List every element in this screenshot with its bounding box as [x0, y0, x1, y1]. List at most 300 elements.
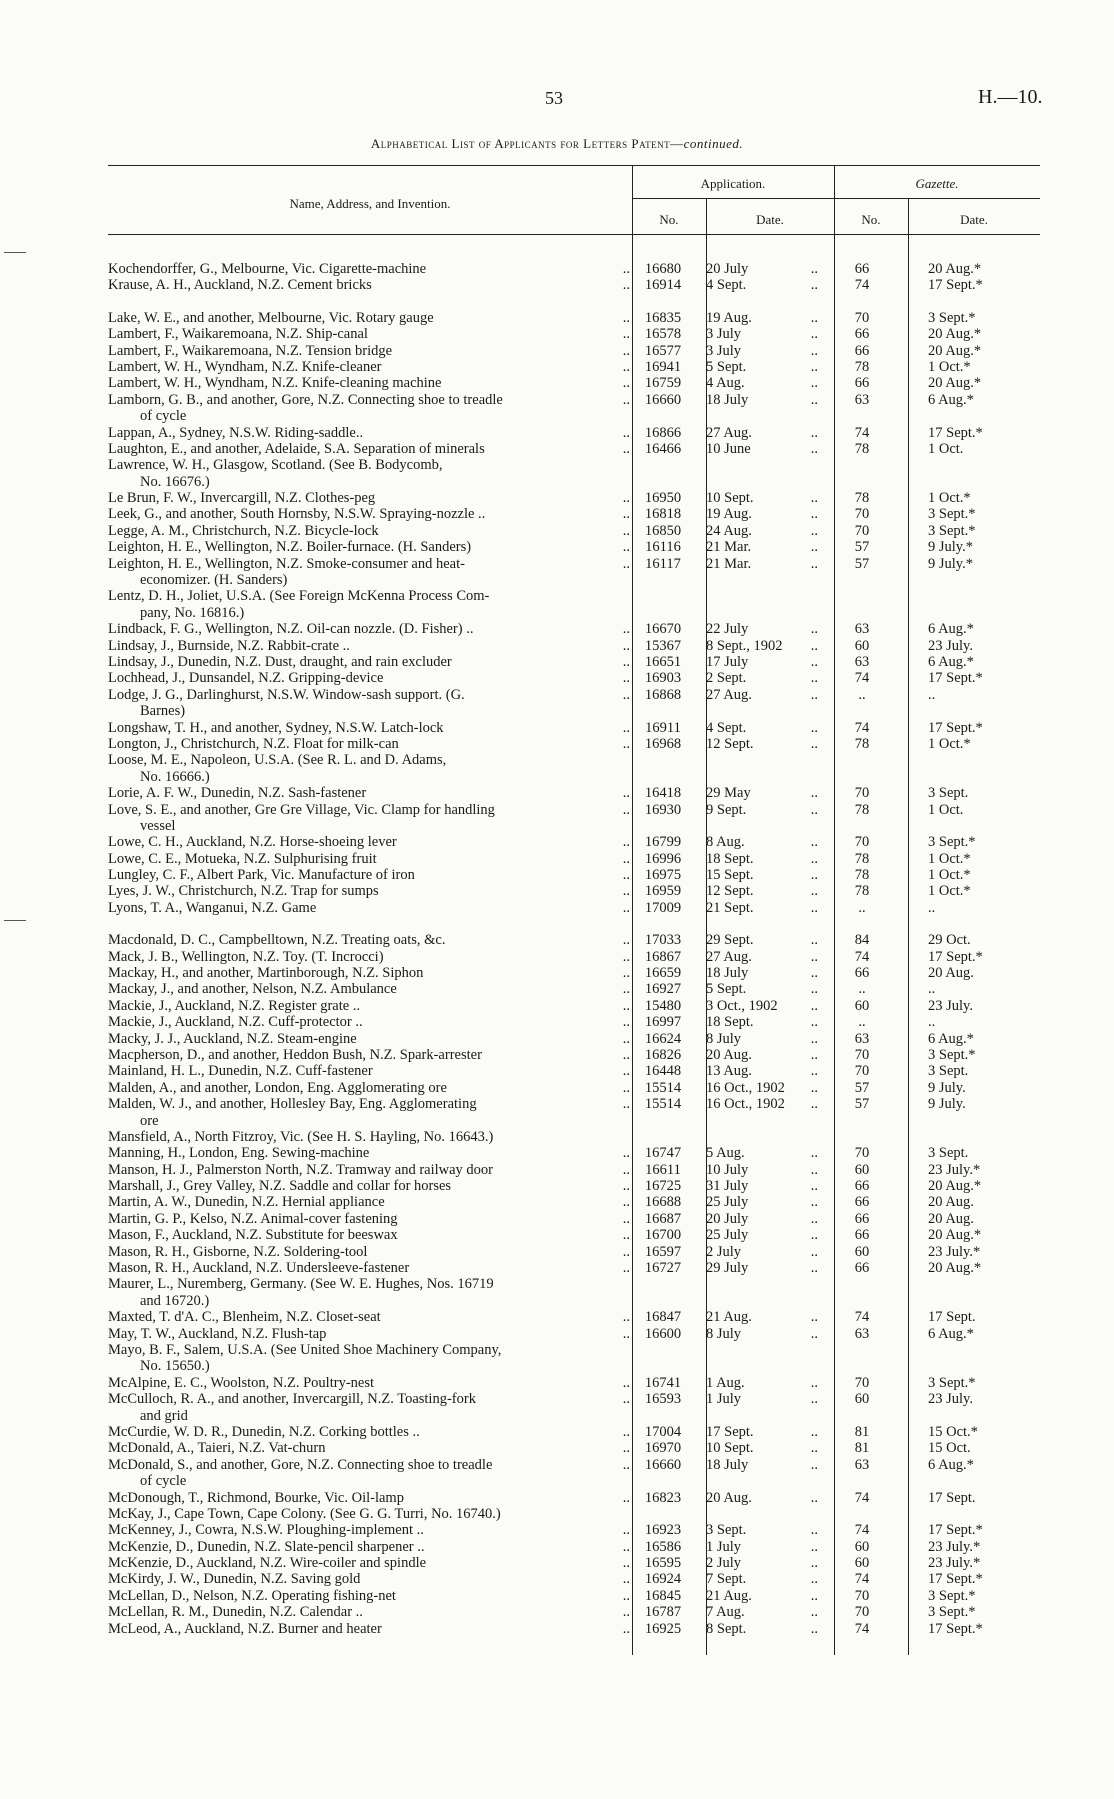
application-number: 16847 [644, 1309, 682, 1326]
gazette-date: 20 Aug. [928, 1194, 974, 1211]
leader-dots: .. [622, 1538, 630, 1555]
leader-dots: .. [810, 1079, 818, 1096]
application-date: 8 Sept., 1902 [706, 637, 783, 654]
applicant-entry: Maurer, L., Nuremberg, Germany. (See W. E. Hughes, Nos. 16719 [108, 1276, 494, 1293]
leader-dots: .. [622, 1309, 630, 1326]
gazette-number: 70 [854, 1063, 870, 1080]
leader-dots: .. [622, 850, 630, 867]
table-row [108, 621, 1040, 637]
applicant-entry: and grid [140, 1407, 188, 1424]
applicant-entry: McLellan, D., Nelson, N.Z. Operating fishing-net [108, 1587, 396, 1604]
table-row [108, 1162, 1040, 1178]
leader-dots: .. [810, 391, 818, 408]
applicant-entry: Lentz, D. H., Joliet, U.S.A. (See Foreign McKenna Process Com- [108, 588, 490, 605]
application-date: 13 Aug. [706, 1063, 752, 1080]
table-row [108, 310, 1040, 326]
entry-continuation [108, 1293, 1040, 1309]
application-date: 1 July [706, 1391, 742, 1408]
gazette-date: 3 Sept.* [928, 1604, 976, 1621]
application-date: 12 Sept. [706, 883, 754, 900]
gazette-date: 17 Sept.* [928, 670, 983, 687]
application-date: 17 July [706, 653, 749, 670]
applicant-entry: McLellan, R. M., Dunedin, N.Z. Calendar .. [108, 1604, 363, 1621]
gazette-date: 1 Oct.* [928, 490, 971, 507]
gazette-date: 3 Sept.* [928, 834, 976, 851]
application-date: 20 Aug. [706, 1489, 752, 1506]
applicant-entry: Lowe, C. E., Motueka, N.Z. Sulphurising fruit [108, 850, 377, 867]
application-date: 1 July [706, 1538, 742, 1555]
entry-continuation [108, 1408, 1040, 1424]
leader-dots: .. [810, 785, 818, 802]
application-number: 16593 [644, 1391, 682, 1408]
table-row [108, 720, 1040, 736]
table-row [108, 752, 1040, 768]
leader-dots: .. [810, 883, 818, 900]
page-title [0, 136, 1114, 152]
gazette-date: 15 Oct. [928, 1440, 971, 1457]
leader-dots: .. [810, 735, 818, 752]
application-date: 18 Sept. [706, 850, 754, 867]
gazette-date: 17 Sept.* [928, 277, 983, 294]
table-row [108, 261, 1040, 277]
table-row [108, 867, 1040, 883]
entry-continuation [108, 1113, 1040, 1129]
application-number: 16975 [644, 867, 682, 884]
leader-dots: .. [810, 1309, 818, 1326]
application-date: 29 May [706, 785, 751, 802]
leader-dots: .. [810, 1063, 818, 1080]
leader-dots: .. [622, 686, 630, 703]
gazette-number: 74 [854, 424, 870, 441]
gazette-date: 3 Sept. [928, 1063, 969, 1080]
applicant-entry: Legge, A. M., Christchurch, N.Z. Bicycle-lock [108, 522, 379, 539]
application-number: 16670 [644, 621, 682, 638]
leader-dots: .. [810, 1145, 818, 1162]
leader-dots: .. [810, 1161, 818, 1178]
application-date: 27 Aug. [706, 686, 752, 703]
application-date: 21 Sept. [706, 899, 754, 916]
applicant-entry: Lindsay, J., Burnside, N.Z. Rabbit-crate .. [108, 637, 350, 654]
application-number: 16448 [644, 1063, 682, 1080]
gazette-number: 63 [854, 1456, 870, 1473]
margin-mark [4, 920, 26, 921]
application-date: 29 July [706, 1260, 749, 1277]
applicant-entry: Lorie, A. F. W., Dunedin, N.Z. Sash-fastener [108, 785, 367, 802]
application-number: 16117 [645, 555, 681, 572]
gazette-date: 3 Sept.* [928, 522, 976, 539]
application-date: 21 Mar. [706, 539, 752, 556]
gazette-date: 1 Oct.* [928, 883, 971, 900]
leader-dots: .. [622, 555, 630, 572]
table-row [108, 1080, 1040, 1096]
leader-dots: .. [622, 1161, 630, 1178]
application-number: 16688 [644, 1194, 682, 1211]
leader-dots: .. [622, 522, 630, 539]
leader-dots: .. [810, 424, 818, 441]
leader-dots: .. [622, 785, 630, 802]
application-number: 16725 [644, 1178, 682, 1195]
gazette-date: 20 Aug.* [928, 375, 982, 392]
leader-dots: .. [810, 1178, 818, 1195]
application-date: 5 Aug. [706, 1145, 745, 1162]
applicant-entry: Longshaw, T. H., and another, Sydney, N.S.W. Latch-lock [108, 719, 444, 736]
header-mid-rule [632, 198, 1040, 199]
table-row [108, 785, 1040, 801]
application-number: 16597 [644, 1243, 682, 1260]
leader-dots: .. [810, 965, 818, 982]
gazette-date: 9 July.* [928, 539, 973, 556]
leader-dots: .. [622, 1489, 630, 1506]
table-row [108, 851, 1040, 867]
leader-dots: .. [810, 1014, 818, 1031]
leader-dots: .. [622, 1571, 630, 1588]
leader-dots: .. [622, 1227, 630, 1244]
leader-dots: .. [810, 1046, 818, 1063]
applicant-entry: Mayo, B. F., Salem, U.S.A. (See United Shoe Machinery Company, [108, 1342, 502, 1358]
gazette-number: 66 [854, 1178, 870, 1195]
application-number: 16660 [644, 1456, 682, 1473]
table-row [108, 1309, 1040, 1325]
header-top-rule [108, 165, 1040, 166]
table-row [108, 1276, 1040, 1292]
gazette-date: 20 Aug.* [928, 326, 982, 343]
applicant-entry: Martin, A. W., Dunedin, N.Z. Hernial appliance [108, 1194, 385, 1211]
applicant-entry: Malden, A., and another, London, Eng. Agglomerating ore [108, 1079, 447, 1096]
application-number: 16930 [644, 801, 682, 818]
applicant-entry: McKirdy, J. W., Dunedin, N.Z. Saving gold [108, 1571, 361, 1588]
applicant-entry: Mackie, J., Auckland, N.Z. Register grate .. [108, 997, 361, 1014]
application-number: 16911 [645, 719, 681, 736]
gazette-number: 81 [854, 1440, 870, 1457]
leader-dots: .. [810, 801, 818, 818]
entry-continuation [108, 605, 1040, 621]
table-row [108, 1326, 1040, 1342]
application-date: 16 Oct., 1902 [706, 1096, 785, 1113]
gazette-number: 74 [854, 948, 870, 965]
application-number: 16968 [644, 735, 682, 752]
application-number: 16660 [644, 391, 682, 408]
table-row [108, 1440, 1040, 1456]
application-number: 16611 [645, 1161, 681, 1178]
gazette-number: 70 [854, 309, 870, 326]
leader-dots: .. [810, 1260, 818, 1277]
gazette-date: 20 Aug.* [928, 342, 982, 359]
application-number: 16903 [644, 670, 682, 687]
applicant-entry: Mackie, J., Auckland, N.Z. Cuff-protector .. [108, 1014, 363, 1031]
gazette-number: 66 [854, 1210, 870, 1227]
application-date: 29 Sept. [706, 932, 754, 949]
applicant-entry: Lamborn, G. B., and another, Gore, N.Z. Connecting shoe to treadle [108, 391, 503, 408]
gazette-date: 20 Aug. [928, 1210, 974, 1227]
applicant-entry: Lawrence, W. H., Glasgow, Scotland. (See B. Bodycomb, [108, 457, 443, 474]
gazette-date: 17 Sept.* [928, 1620, 983, 1637]
applicant-entry: Le Brun, F. W., Invercargill, N.Z. Clothes-peg [108, 490, 376, 507]
applicant-entry: Mainland, H. L., Dunedin, N.Z. Cuff-fastener [108, 1063, 373, 1080]
gazette-date: 9 July.* [928, 555, 973, 572]
gazette-date: 17 Sept.* [928, 424, 983, 441]
application-number: 16651 [644, 653, 682, 670]
application-number: 16741 [644, 1374, 682, 1391]
leader-dots: .. [810, 719, 818, 736]
leader-dots: .. [622, 1325, 630, 1342]
application-number: 16466 [644, 440, 682, 457]
leader-dots: .. [622, 539, 630, 556]
application-number: 16924 [644, 1571, 682, 1588]
title-suffix: continued. [683, 136, 744, 151]
gazette-date: 15 Oct.* [928, 1423, 978, 1440]
gazette-date: 3 Sept.* [928, 1374, 976, 1391]
application-date: 2 Sept. [706, 670, 747, 687]
gazette-number: 60 [854, 1538, 870, 1555]
applicant-entry: Laughton, E., and another, Adelaide, S.A. Separation of minerals [108, 440, 485, 457]
gazette-date: 23 July.* [928, 1161, 981, 1178]
gazette-number: 70 [854, 506, 870, 523]
leader-dots: .. [622, 997, 630, 1014]
leader-dots: .. [622, 1178, 630, 1195]
gazette-date: 9 July. [928, 1079, 966, 1096]
applicant-entry: McKenzie, D., Dunedin, N.Z. Slate-pencil sharpener .. [108, 1538, 425, 1555]
applicant-entry: McKenney, J., Cowra, N.S.W. Ploughing-implement .. [108, 1522, 424, 1539]
applicant-entry: Lodge, J. G., Darlinghurst, N.S.W. Window-sash support. (G. [108, 686, 465, 703]
applicant-entry: Barnes) [140, 703, 186, 720]
application-number: 16727 [644, 1260, 682, 1277]
leader-dots: .. [622, 981, 630, 998]
gazette-date: 20 Aug.* [928, 1178, 982, 1195]
application-number: 16659 [644, 965, 682, 982]
application-number: 16927 [644, 981, 682, 998]
application-number: 16970 [644, 1440, 682, 1457]
applicant-entry: Marshall, J., Grey Valley, N.Z. Saddle and collar for horses [108, 1178, 452, 1195]
application-date: 27 Aug. [706, 424, 752, 441]
applicant-entry: No. 16666.) [140, 768, 210, 785]
application-number: 16799 [644, 834, 682, 851]
applicant-entry: McDonald, S., and another, Gore, N.Z. Connecting shoe to treadle [108, 1456, 493, 1473]
leader-dots: .. [810, 850, 818, 867]
leader-dots: .. [622, 1096, 630, 1113]
application-number: 16835 [644, 309, 682, 326]
leader-dots: .. [810, 1210, 818, 1227]
applicant-entry: Mason, R. H., Gisborne, N.Z. Soldering-tool [108, 1243, 368, 1260]
application-date: 5 Sept. [706, 981, 747, 998]
applicant-entry: Mackay, J., and another, Nelson, N.Z. Ambulance [108, 981, 397, 998]
leader-dots: .. [810, 440, 818, 457]
application-date: 10 Sept. [706, 490, 754, 507]
application-number: 16818 [644, 506, 682, 523]
applicant-entry: McCurdie, W. D. R., Dunedin, N.Z. Corking bottles .. [108, 1423, 420, 1440]
entry-continuation [108, 818, 1040, 834]
leader-dots: .. [810, 490, 818, 507]
gazette-number: 70 [854, 1587, 870, 1604]
table-row [108, 883, 1040, 899]
applicant-entry: Lyes, J. W., Christchurch, N.Z. Trap for sumps [108, 883, 379, 900]
gazette-date: 23 July. [928, 997, 973, 1014]
leader-dots: .. [810, 867, 818, 884]
table-row [108, 1555, 1040, 1571]
application-number: 16687 [644, 1210, 682, 1227]
table-row [108, 490, 1040, 506]
gazette-number: .. [858, 686, 866, 703]
applicant-entry: Mansfield, A., North Fitzroy, Vic. (See H. S. Hayling, No. 16643.) [108, 1128, 494, 1145]
leader-dots: .. [810, 555, 818, 572]
table-row [108, 1227, 1040, 1243]
gazette-date: 3 Sept.* [928, 309, 976, 326]
leader-dots: .. [622, 1145, 630, 1162]
application-number: 16868 [644, 686, 682, 703]
leader-dots: .. [622, 326, 630, 343]
application-date: 8 July [706, 1030, 742, 1047]
leader-dots: .. [622, 1456, 630, 1473]
entry-continuation [108, 1473, 1040, 1489]
gazette-number: 57 [854, 1096, 870, 1113]
applicant-entry: Mason, R. H., Auckland, N.Z. Undersleeve-fastener [108, 1260, 410, 1277]
leader-dots: .. [622, 735, 630, 752]
table-row [108, 949, 1040, 965]
entry-continuation [108, 1358, 1040, 1374]
table-row [108, 457, 1040, 473]
application-number: 16959 [644, 883, 682, 900]
applicant-entry: Leighton, H. E., Wellington, N.Z. Smoke-consumer and heat- [108, 555, 465, 572]
leader-dots: .. [810, 342, 818, 359]
gazette-number: 78 [854, 850, 870, 867]
gazette-number: 74 [854, 1522, 870, 1539]
applicant-entry: Lochhead, J., Dunsandel, N.Z. Gripping-device [108, 670, 384, 687]
leader-dots: .. [622, 1194, 630, 1211]
applicant-entry: Macky, J. J., Auckland, N.Z. Steam-engine [108, 1030, 357, 1047]
applicant-entry: Kochendorffer, G., Melbourne, Vic. Cigarette-machine [108, 261, 427, 277]
section-gap [108, 294, 1040, 310]
gazette-number: 81 [854, 1423, 870, 1440]
leader-dots: .. [810, 899, 818, 916]
entry-continuation [108, 408, 1040, 424]
leader-dots: .. [622, 1030, 630, 1047]
application-date: 10 Sept. [706, 1440, 754, 1457]
application-number: 16586 [644, 1538, 682, 1555]
table-row [108, 523, 1040, 539]
table-row [108, 834, 1040, 850]
gazette-number: 66 [854, 326, 870, 343]
leader-dots: .. [810, 981, 818, 998]
application-date: 18 July [706, 1456, 749, 1473]
table-row [108, 687, 1040, 703]
gazette-date: .. [928, 686, 936, 703]
applicant-entry: Lambert, F., Waikaremoana, N.Z. Tension bridge [108, 342, 393, 359]
table-row [108, 900, 1040, 916]
applicant-entry: Manning, H., London, Eng. Sewing-machine [108, 1145, 370, 1162]
leader-dots: .. [622, 932, 630, 949]
gazette-date: 6 Aug.* [928, 1456, 974, 1473]
applicant-entry: Lindback, F. G., Wellington, N.Z. Oil-can nozzle. (D. Fisher) .. [108, 621, 474, 638]
table-row [108, 981, 1040, 997]
gazette-date: 17 Sept.* [928, 719, 983, 736]
header-gaz-date: Date. [960, 212, 988, 227]
application-number: 16418 [644, 785, 682, 802]
leader-dots: .. [622, 834, 630, 851]
table-row [108, 670, 1040, 686]
leader-dots: .. [810, 948, 818, 965]
gazette-number: 63 [854, 653, 870, 670]
application-number: 15514 [644, 1096, 682, 1113]
table-row [108, 1047, 1040, 1063]
leader-dots: .. [622, 277, 630, 294]
gazette-date: 6 Aug.* [928, 1030, 974, 1047]
leader-dots: .. [622, 358, 630, 375]
leader-dots: .. [810, 1555, 818, 1572]
application-date: 8 July [706, 1325, 742, 1342]
gazette-date: 9 July. [928, 1096, 966, 1113]
gazette-number: 78 [854, 440, 870, 457]
gazette-number: 66 [854, 1194, 870, 1211]
gazette-number: 74 [854, 670, 870, 687]
application-date: 12 Sept. [706, 735, 754, 752]
leader-dots: .. [810, 932, 818, 949]
gazette-number: 63 [854, 621, 870, 638]
application-number: 16941 [644, 358, 682, 375]
leader-dots: .. [810, 261, 818, 277]
table-row [108, 556, 1040, 572]
leader-dots: .. [810, 1227, 818, 1244]
applicant-entry: Mason, F., Auckland, N.Z. Substitute for beeswax [108, 1227, 398, 1244]
leader-dots: .. [622, 342, 630, 359]
table-row [108, 326, 1040, 342]
application-date: 21 Aug. [706, 1587, 752, 1604]
gazette-number: 78 [854, 867, 870, 884]
gazette-date: 3 Sept.* [928, 1046, 976, 1063]
table-row [108, 1194, 1040, 1210]
table-row [108, 1391, 1040, 1407]
applicant-entry: McDonough, T., Richmond, Bourke, Vic. Oil-lamp [108, 1489, 404, 1506]
gazette-date: 20 Aug.* [928, 261, 982, 277]
gazette-number: 70 [854, 1145, 870, 1162]
applicant-entry: Lyons, T. A., Wanganui, N.Z. Game [108, 899, 317, 916]
leader-dots: .. [810, 834, 818, 851]
leader-dots: .. [622, 261, 630, 277]
gazette-date: 23 July. [928, 637, 973, 654]
application-number: 15367 [644, 637, 682, 654]
application-number: 16867 [644, 948, 682, 965]
gazette-number: .. [858, 1014, 866, 1031]
leader-dots: .. [622, 440, 630, 457]
header-application: Application. [700, 176, 766, 191]
leader-dots: .. [810, 1096, 818, 1113]
application-number: 16747 [644, 1145, 682, 1162]
application-date: 22 July [706, 621, 749, 638]
table-row [108, 1588, 1040, 1604]
application-number: 16923 [644, 1522, 682, 1539]
title-main: Alphabetical List of Applicants for Letters Patent— [370, 136, 684, 151]
application-number: 16787 [644, 1604, 682, 1621]
entry-continuation [108, 474, 1040, 490]
gazette-date: 6 Aug.* [928, 1325, 974, 1342]
gazette-number: 78 [854, 801, 870, 818]
leader-dots: .. [622, 867, 630, 884]
leader-dots: .. [622, 1243, 630, 1260]
application-number: 15480 [644, 997, 682, 1014]
leader-dots: .. [622, 391, 630, 408]
table-row [108, 1539, 1040, 1555]
application-number: 16680 [644, 261, 682, 277]
page-number: 53 [545, 88, 563, 108]
applicant-entry: Leek, G., and another, South Hornsby, N.S.W. Spraying-nozzle .. [108, 506, 486, 523]
gazette-number: 78 [854, 490, 870, 507]
table-row [108, 1604, 1040, 1620]
leader-dots: .. [810, 309, 818, 326]
gazette-date: 20 Aug.* [928, 1260, 982, 1277]
table-row [108, 1457, 1040, 1473]
application-date: 1 Aug. [706, 1374, 745, 1391]
applicant-entry: Longton, J., Christchurch, N.Z. Float for milk-can [108, 735, 399, 752]
application-date: 20 Aug. [706, 1046, 752, 1063]
applicant-entry: Krause, A. H., Auckland, N.Z. Cement bricks [108, 277, 372, 294]
